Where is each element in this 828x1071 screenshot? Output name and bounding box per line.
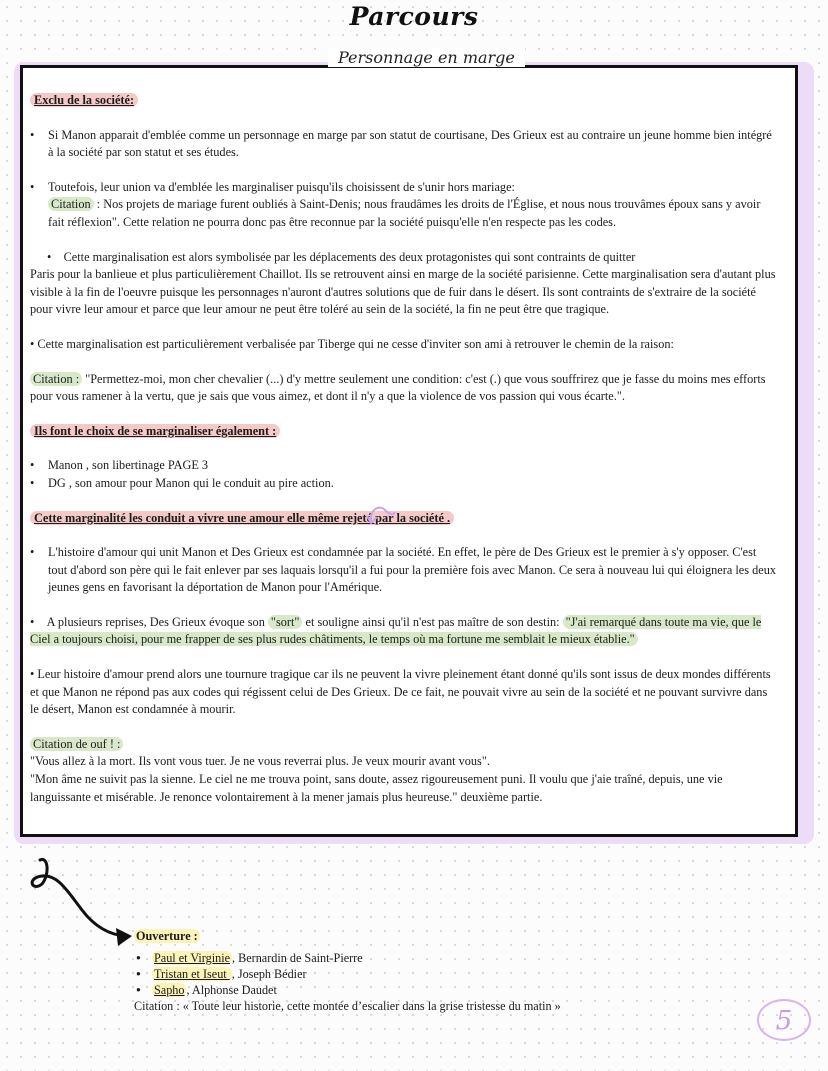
paragraph-manon-statut: • Si Manon apparait d'emblée comme un personnage en marge par son statut de courtisane, Des Grieux est au contraire un jeune homme bien intégré à la société par son statut et ses études. [30,127,772,160]
curly-arrow-icon [28,852,138,952]
opening-citation: Citation : « Toute leur historie, cette montée d’escalier dans la grise tristesse du matin » [134,999,561,1013]
heading-choix: Ils font le choix de se marginaliser également : [30,423,778,441]
list-item: ● Sapho , Alphonse Daudet [134,982,694,998]
citation-label: Citation : [30,372,82,386]
list-item: ● Tristan et Iseut , Joseph Bédier [134,966,694,982]
paragraph-tiberge: • Cette marginalisation est particulièrement verbalisée par Tiberge qui ne cesse d'inviter son ami à retrouver le chemin de la raison: [30,336,674,351]
paragraph-citation-tiberge: Citation : "Permettez-moi, mon cher chevalier (...) d'y mettre seulement une condition: c'est (.) que vous souffrirez que je fasse du moins mes efforts pour vous ramener à la vertu, que je sais que vous aimez, et dont il n'y a que la violence de vos passion qui vous écarte.". [30,371,766,404]
opening-section [134,928,694,1014]
page-number: 5 [775,1006,793,1036]
paragraph-citation-ouf: Citation de ouf ! : "Vous allez à la mort. Ils vont vous tuer. Je ne vous reverrai plus. Je veux mourir avant vous". "Mon âme ne suivit pas la sienne. Le ciel ne me trouva point, sans doute, assez rigoureusement puni. Il voulu que j'aie traîné, depuis, une vie languissante et misérable. Je renonce volontairement à la mener jamais plus heureuse." deuxième partie. [30,736,723,804]
heading-exclu: Exclu de la société: [30,92,778,110]
opening-heading: Ouverture : [136,929,198,943]
list-item: • L'histoire d'amour qui unit Manon et Des Grieux est condamnée par la société. En effet, le père de Des Grieux est le premier à s'y opposer. C'est tout d'abord son père qui le fait enlever par ses laquais lorsqu'il a fui pour la première fois avec Manon. Ce sera à nouveau lui qui éloignera les deux jeunes gens en favorisant la déportation de Manon pour l'Amérique. [30,544,778,597]
section-subtitle: Personnage en marge [328,48,525,67]
citation-label: Citation de ouf ! : [30,737,123,751]
curved-arrow-icon [365,502,399,528]
page-title: Parcours [349,2,479,31]
page-number-circle [755,996,813,1044]
bullet-icon: • [30,614,35,629]
list-item: ● Paul et Virginie , Bernardin de Saint-Pierre [134,950,694,966]
bullet-icon: • [30,179,35,194]
opening-list [134,950,694,998]
paragraph-union: • Toutefois, leur union va d'emblée les marginaliser puisqu'ils choisissent de s'unir hors mariage: Citation : Nos projets de mariage furent oubliés à Saint-Denis; nous fraudâmes les droits de l'Église, et nous nous trouvâmes époux sans y avoir fait réflexion". Cette relation ne pourra donc pas être reconnue par la société puisqu'elle n'en respecte pas les codes. [30,179,761,229]
citation-label: Citation [48,197,94,211]
heading-marginalite: Cette marginalité les conduit a vivre une amour elle même rejeté par la société . [30,510,778,528]
list-item: • DG , son amour pour Manon qui le conduit au pire action. [30,475,778,493]
main-content [30,92,778,823]
paragraph-sort: • A plusieurs reprises, Des Grieux évoque son "sort" et souligne ainsi qu'il n'est pas maître de son destin: "J'ai remarqué dans toute ma vie, que le Ciel a toujours choisi, pour me frapper de ses plus rudes châtiments, le temps où ma fortune me semblait le mieux établie." [30,614,762,647]
choix-list [30,457,778,492]
paragraph-deplacements: • Cette marginalisation est alors symbolisée par les déplacements des deux protagonistes qui sont contraints de quitter Paris pour la banlieue et plus particulièrement Chaillot. Ils se retrouvent ainsi en marge de la société parisienne. Cette marginalisation sera d'autant plus visible à la fin de l'oeuvre puisque les personnages n'auront d'autres solutions que de fuir dans le désert. Ils sont contraints de s'extraire de la société pour vivre leur amour et parce que leur amour ne peut être toléré au sein de la société, la fin ne peut être que tragique. [30,249,776,317]
list-item: • Manon , son libertinage PAGE 3 [30,457,778,475]
bullet-icon: • [30,127,35,142]
bullet-icon: • [47,249,52,264]
marginalite-list [30,544,778,597]
paragraph-tragique: • Leur histoire d'amour prend alors une tournure tragique car ils ne peuvent la vivre pleinement étant donné qu'ils sont issus de deux mondes différents et que Manon ne répond pas aux codes qui régissent celui de Des Grieux. De ce fait, ne pouvait vivre au sein de la société et ne pouvant survivre dans le désert, Manon est condamnée à mourir. [30,667,771,717]
